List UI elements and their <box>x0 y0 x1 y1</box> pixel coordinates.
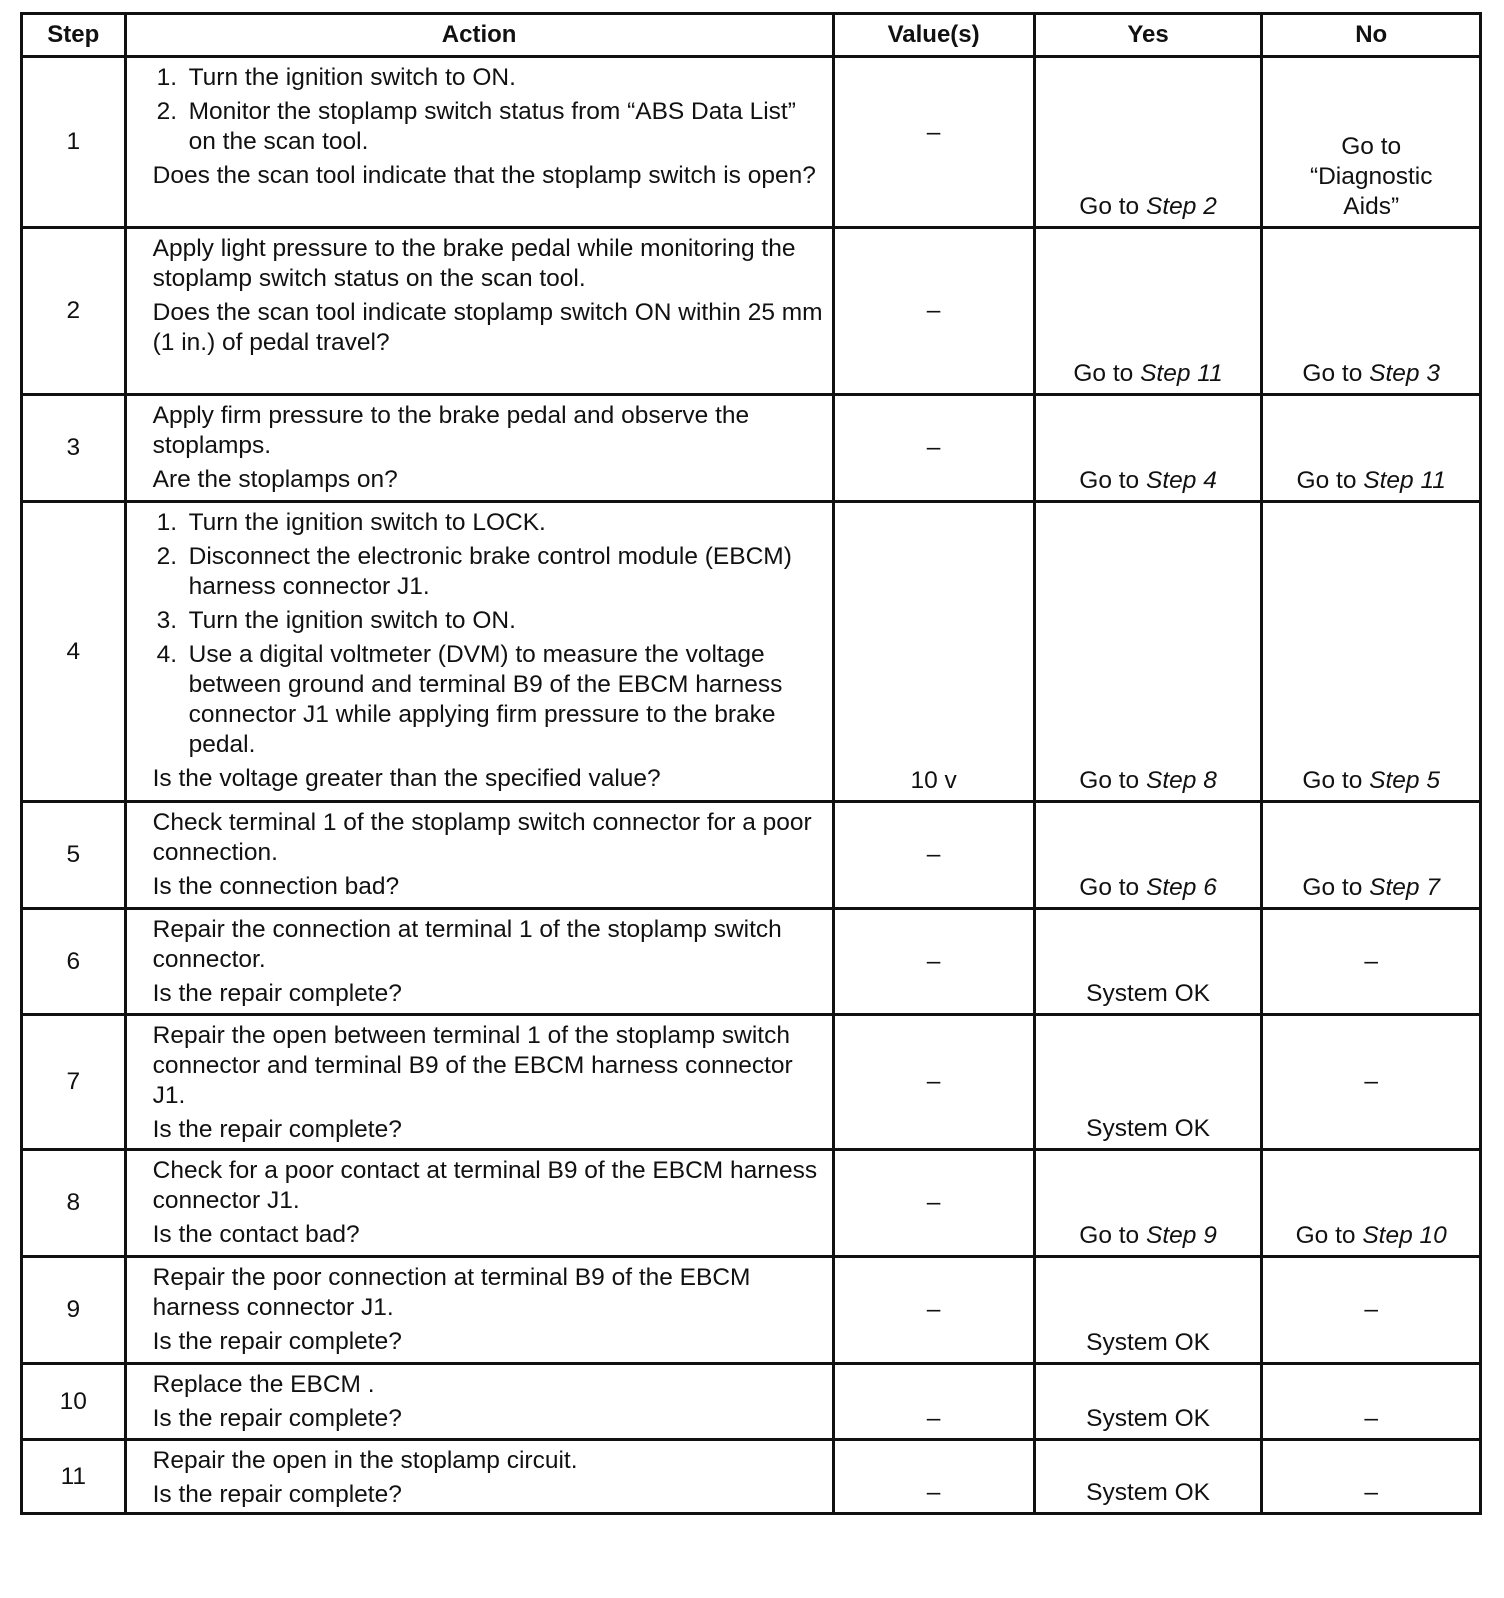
yes-cell: Go to Step 6 <box>1034 802 1262 909</box>
table-row <box>22 1150 1481 1257</box>
no-cell: – <box>1262 1257 1481 1364</box>
step-number: 3 <box>22 395 126 502</box>
yes-cell: Go to Step 2 <box>1034 57 1262 228</box>
yes-cell: System OK <box>1034 909 1262 1015</box>
diagnostic-table <box>20 12 1482 1515</box>
yes-cell: Go to Step 9 <box>1034 1150 1262 1257</box>
header-step: Step <box>22 14 126 57</box>
no-cell: – <box>1262 1364 1481 1440</box>
list-item: 2. Disconnect the electronic brake control module (EBCM) harness connector J1. <box>156 543 792 600</box>
step-number: 4 <box>22 502 126 802</box>
header-row <box>22 14 1481 57</box>
no-cell: Go to Step 11 <box>1262 395 1481 502</box>
no-cell: – <box>1262 1440 1481 1514</box>
list-item: 1. Turn the ignition switch to LOCK. <box>156 509 546 536</box>
table-row <box>22 802 1481 909</box>
value-cell: – <box>833 1257 1034 1364</box>
question-text: Is the repair complete? <box>152 1481 402 1508</box>
header-yes: Yes <box>1034 14 1262 57</box>
header-action: Action <box>125 14 833 57</box>
question-text: Is the contact bad? <box>152 1221 360 1248</box>
list-item: 1. Turn the ignition switch to ON. <box>156 64 516 91</box>
no-cell: – <box>1262 909 1481 1015</box>
step-number: 7 <box>22 1015 126 1150</box>
action-cell: Repair the connection at terminal 1 of the stoplamp switch connector. Is the repair complete? <box>125 909 833 1015</box>
action-cell: Check for a poor contact at terminal B9 of the EBCM harness connector J1. Is the contact bad? <box>125 1150 833 1257</box>
action-cell <box>125 57 833 228</box>
action-cell <box>125 502 833 802</box>
no-cell: Go to Step 7 <box>1262 802 1481 909</box>
step-number: 6 <box>22 909 126 1015</box>
value-cell: – <box>833 1015 1034 1150</box>
action-cell: Apply light pressure to the brake pedal while monitoring the stoplamp switch status on the scan tool. Does the scan tool indicate stoplamp switch ON within 25 mm (1 in.) of pedal travel? <box>125 228 833 395</box>
no-cell: – <box>1262 1015 1481 1150</box>
step-number: 5 <box>22 802 126 909</box>
table-row <box>22 1364 1481 1440</box>
question-text: Are the stoplamps on? <box>152 466 398 493</box>
header-no: No <box>1262 14 1481 57</box>
step-number: 11 <box>22 1440 126 1514</box>
question-text: Is the repair complete? <box>152 1405 402 1432</box>
question-text: Does the scan tool indicate stoplamp switch ON within 25 mm (1 in.) of pedal travel? <box>152 299 823 356</box>
table-row <box>22 395 1481 502</box>
table-row <box>22 228 1481 395</box>
question-text: Is the voltage greater than the specified value? <box>152 765 661 792</box>
step-number: 1 <box>22 57 126 228</box>
step-number: 8 <box>22 1150 126 1257</box>
table-row <box>22 57 1481 228</box>
question-text: Does the scan tool indicate that the stoplamp switch is open? <box>152 162 816 189</box>
action-cell: Repair the open in the stoplamp circuit. Is the repair complete? <box>125 1440 833 1514</box>
yes-cell: Go to Step 4 <box>1034 395 1262 502</box>
value-cell: – <box>833 395 1034 502</box>
header-values: Value(s) <box>833 14 1034 57</box>
action-cell: Apply firm pressure to the brake pedal and observe the stoplamps. Are the stoplamps on? <box>125 395 833 502</box>
question-text: Is the repair complete? <box>152 1328 402 1355</box>
step-number: 9 <box>22 1257 126 1364</box>
value-cell: – <box>833 57 1034 228</box>
value-cell: 10 v <box>833 502 1034 802</box>
action-cell: Repair the poor connection at terminal B9 of the EBCM harness connector J1. Is the repair complete? <box>125 1257 833 1364</box>
no-cell: Go to Step 3 <box>1262 228 1481 395</box>
value-cell: – <box>833 802 1034 909</box>
no-cell: Go to “Diagnostic Aids” <box>1262 57 1481 228</box>
yes-cell: System OK <box>1034 1440 1262 1514</box>
no-cell: Go to Step 5 <box>1262 502 1481 802</box>
yes-cell: Go to Step 8 <box>1034 502 1262 802</box>
table-row <box>22 1015 1481 1150</box>
step-number: 2 <box>22 228 126 395</box>
value-cell: – <box>833 1364 1034 1440</box>
action-cell: Check terminal 1 of the stoplamp switch connector for a poor connection. Is the connection bad? <box>125 802 833 909</box>
table-row <box>22 909 1481 1015</box>
action-cell: Repair the open between terminal 1 of the stoplamp switch connector and terminal B9 of the EBCM harness connector J1. Is the repair complete? <box>125 1015 833 1150</box>
value-cell: – <box>833 1440 1034 1514</box>
table-row <box>22 1257 1481 1364</box>
value-cell: – <box>833 1150 1034 1257</box>
step-number: 10 <box>22 1364 126 1440</box>
yes-cell: System OK <box>1034 1015 1262 1150</box>
action-cell: Replace the EBCM . Is the repair complete? <box>125 1364 833 1440</box>
yes-cell: System OK <box>1034 1257 1262 1364</box>
question-text: Is the repair complete? <box>152 1116 402 1143</box>
list-item: 3. Turn the ignition switch to ON. <box>156 607 516 634</box>
value-cell: – <box>833 228 1034 395</box>
list-item: 4. Use a digital voltmeter (DVM) to measure the voltage between ground and terminal B9 of the EBCM harness connector J1 while applying firm pressure to the brake pedal. <box>156 641 783 758</box>
table-row <box>22 1440 1481 1514</box>
no-cell: Go to Step 10 <box>1262 1150 1481 1257</box>
question-text: Is the repair complete? <box>152 980 402 1007</box>
yes-cell: Go to Step 11 <box>1034 228 1262 395</box>
value-cell: – <box>833 909 1034 1015</box>
yes-cell: System OK <box>1034 1364 1262 1440</box>
question-text: Is the connection bad? <box>152 873 400 900</box>
list-item: 2. Monitor the stoplamp switch status from “ABS Data List” on the scan tool. <box>156 98 796 155</box>
table-row <box>22 502 1481 802</box>
